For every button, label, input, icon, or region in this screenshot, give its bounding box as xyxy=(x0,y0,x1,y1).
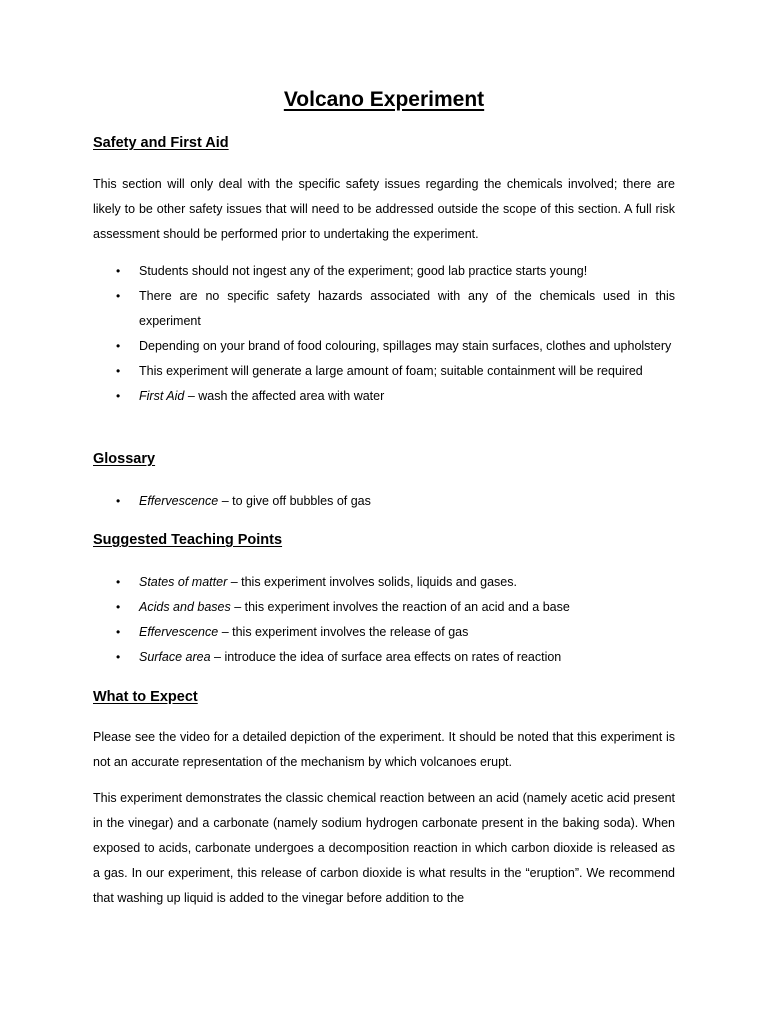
bullet-icon: • xyxy=(116,364,121,378)
list-item: • States of matter – this experiment involves solids, liquids and gases. xyxy=(93,570,675,595)
bullet-icon: • xyxy=(116,650,121,664)
bullet-icon: • xyxy=(116,575,121,589)
list-item: • Depending on your brand of food colouring, spillages may stain surfaces, clothes and upholstery xyxy=(93,334,675,359)
list-item: • This experiment will generate a large amount of foam; suitable containment will be required xyxy=(93,359,675,384)
bullet-icon: • xyxy=(116,600,121,614)
bullet-icon: • xyxy=(116,389,121,403)
page-title: Volcano Experiment xyxy=(283,88,485,111)
expect-paragraph-1: Please see the video for a detailed depiction of the experiment. It should be noted that this experiment is not an accurate representation of the mechanism by which volcanoes erupt. xyxy=(93,730,675,769)
bullet-icon: • xyxy=(116,625,121,639)
expect-paragraph-2: This experiment demonstrates the classic chemical reaction between an acid (namely acetic acid present in the vinegar) and a carbonate (namely sodium hydrogen carbonate present in the baking soda). When exposed to acids, carbonate undergoes a decomposition reaction in which carbon dioxide is released as a gas. In our experiment, this release of carbon dioxide is what results in the “eruption”. We recommend that washing up liquid is added to the vinegar before addition to the xyxy=(93,791,675,905)
glossary-heading: Glossary xyxy=(93,451,156,467)
safety-heading: Safety and First Aid xyxy=(93,135,229,151)
bullet-icon: • xyxy=(116,494,121,508)
list-item: • Students should not ingest any of the experiment; good lab practice starts young! xyxy=(93,259,675,284)
list-item: • There are no specific safety hazards associated with any of the chemicals used in this experiment xyxy=(93,284,675,334)
teaching-bullet-list xyxy=(93,570,675,670)
bullet-icon: • xyxy=(116,264,121,278)
list-item: • First Aid – wash the affected area with water xyxy=(93,384,675,409)
glossary-bullet-list xyxy=(93,489,675,514)
list-item: • Acids and bases – this experiment involves the reaction of an acid and a base xyxy=(93,595,675,620)
safety-bullet-list xyxy=(93,259,675,409)
list-item: • Surface area – introduce the idea of surface area effects on rates of reaction xyxy=(93,645,675,670)
expect-heading: What to Expect xyxy=(93,689,198,705)
list-item: • Effervescence – to give off bubbles of gas xyxy=(93,489,675,514)
bullet-icon: • xyxy=(116,339,121,353)
safety-intro: This section will only deal with the specific safety issues regarding the chemicals involved; there are likely to be other safety issues that will need to be addressed outside the scope of this section. A full risk assessment should be performed prior to undertaking the experiment. xyxy=(93,177,675,241)
list-item: • Effervescence – this experiment involves the release of gas xyxy=(93,620,675,645)
teaching-heading: Suggested Teaching Points xyxy=(93,532,283,548)
bullet-icon: • xyxy=(116,289,121,303)
